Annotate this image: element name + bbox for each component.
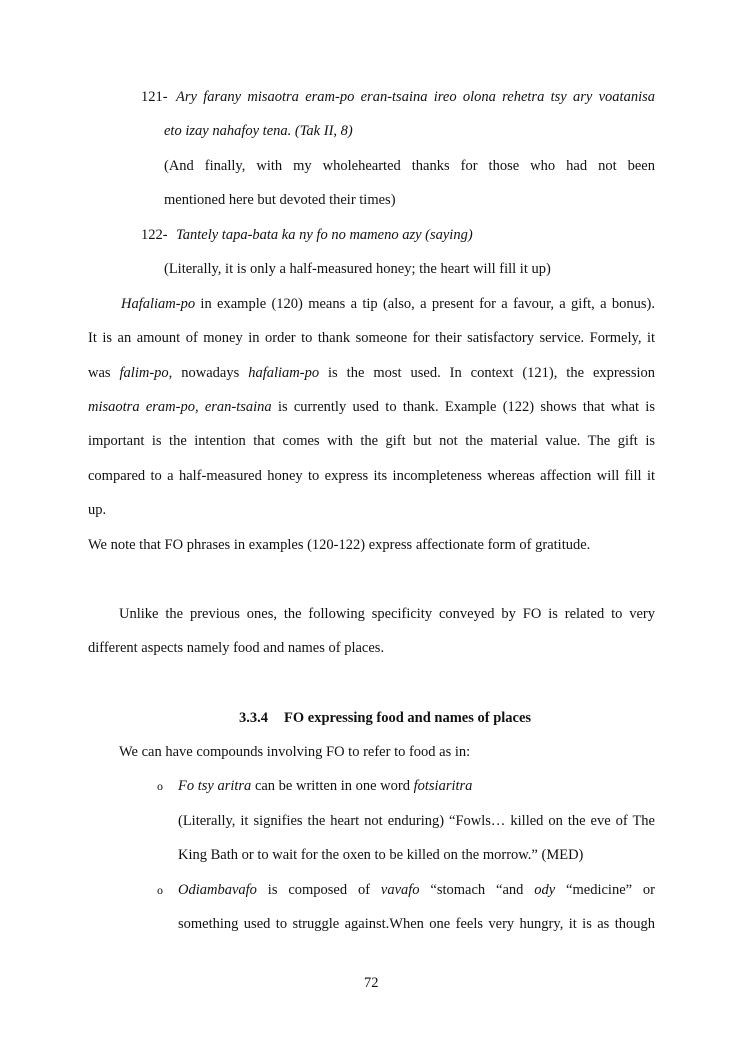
paragraph1-line3-a: was: [88, 365, 120, 381]
example-122-number: 122-: [141, 227, 168, 243]
paragraph1-line6: compared to a half-measured honey to express its incompleteness whereas affection will fill it: [88, 468, 655, 484]
example-121-malagasy-line2: eto izay nahafoy tena. (Tak II, 8): [164, 123, 353, 139]
paragraph2-line2: different aspects namely food and names of places.: [88, 640, 385, 656]
paragraph1-line1-text: in example (120) means a tip (also, a present for a favour, a gift, a bonus).: [195, 296, 655, 312]
section-number: 3.3.4: [239, 710, 268, 726]
bullet-marker-1: o: [157, 779, 163, 793]
page-number: 72: [364, 975, 379, 991]
term-fo-tsy-aritra: Fo tsy aritra: [178, 778, 252, 794]
bullet2-b: “stomach “and: [419, 882, 535, 898]
paragraph1-line5: important is the intention that comes with the gift but not the material value. The gift is: [88, 433, 655, 449]
paragraph1-line3: [88, 364, 655, 382]
example-121-number: 121-: [141, 89, 168, 105]
term-misaotra: misaotra eram-po, eran-tsaina: [88, 399, 272, 415]
bullet1-line1: [178, 777, 472, 795]
term-hafaliam-po-2: hafaliam-po: [248, 365, 320, 381]
paragraph1-line1: [121, 295, 655, 313]
example-121-translation-line1: (And finally, with my wholehearted thanks for those who had not been: [164, 158, 655, 174]
paragraph1-line4: [88, 398, 655, 416]
example-122-malagasy: Tantely tapa-bata ka ny fo no mameno azy (saying): [176, 227, 473, 243]
paragraph1-line3-c: is the most used. In context (121), the expression: [319, 365, 655, 381]
term-vavafo: vavafo: [380, 882, 420, 898]
paragraph1-line3-b: , nowadays: [168, 365, 249, 381]
term-fotsiaritra: fotsiaritra: [413, 778, 473, 794]
bullet1-line3: King Bath or to wait for the oxen to be killed on the morrow.” (MED): [178, 847, 584, 863]
example-121-translation-line2: mentioned here but devoted their times): [164, 192, 396, 208]
bullet1-line2: (Literally, it signifies the heart not enduring) “Fowls… killed on the eve of The: [178, 813, 655, 829]
paragraph1-line4-text: is currently used to thank. Example (122) shows that what is: [271, 399, 655, 415]
bullet2-a: is composed of: [256, 882, 381, 898]
term-falim-po: falim-po: [119, 365, 169, 381]
paragraph2-line1: Unlike the previous ones, the following specificity conveyed by FO is related to very: [119, 606, 655, 622]
section-heading: [239, 709, 531, 727]
bullet-marker-2: o: [157, 883, 163, 897]
bullet2-line2: something used to struggle against.When one feels very hungry, it is as though: [178, 916, 655, 932]
paragraph1-line7: up.: [88, 502, 107, 518]
paragraph1-line8: We note that FO phrases in examples (120-122) express affectionate form of gratitude.: [88, 537, 591, 553]
example-121-malagasy-line1: Ary farany misaotra eram-po eran-tsaina ireo olona rehetra tsy ary voatanisa: [176, 89, 655, 105]
example-122-translation: (Literally, it is only a half-measured honey; the heart will fill it up): [164, 261, 551, 277]
bullet2-line1: [178, 881, 655, 899]
paragraph1-line2: It is an amount of money in order to thank someone for their satisfactory service. Formely, it: [88, 330, 655, 346]
section-title: FO expressing food and names of places: [284, 710, 532, 726]
bullet1-mid: can be written in one word: [251, 778, 414, 794]
term-hafaliam-po: Hafaliam-po: [121, 296, 196, 312]
bullet2-c: “medicine” or: [555, 882, 656, 898]
term-ody: ody: [534, 882, 556, 898]
food-intro: We can have compounds involving FO to refer to food as in:: [119, 744, 471, 760]
term-odiambavafo: Odiambavafo: [178, 882, 257, 898]
